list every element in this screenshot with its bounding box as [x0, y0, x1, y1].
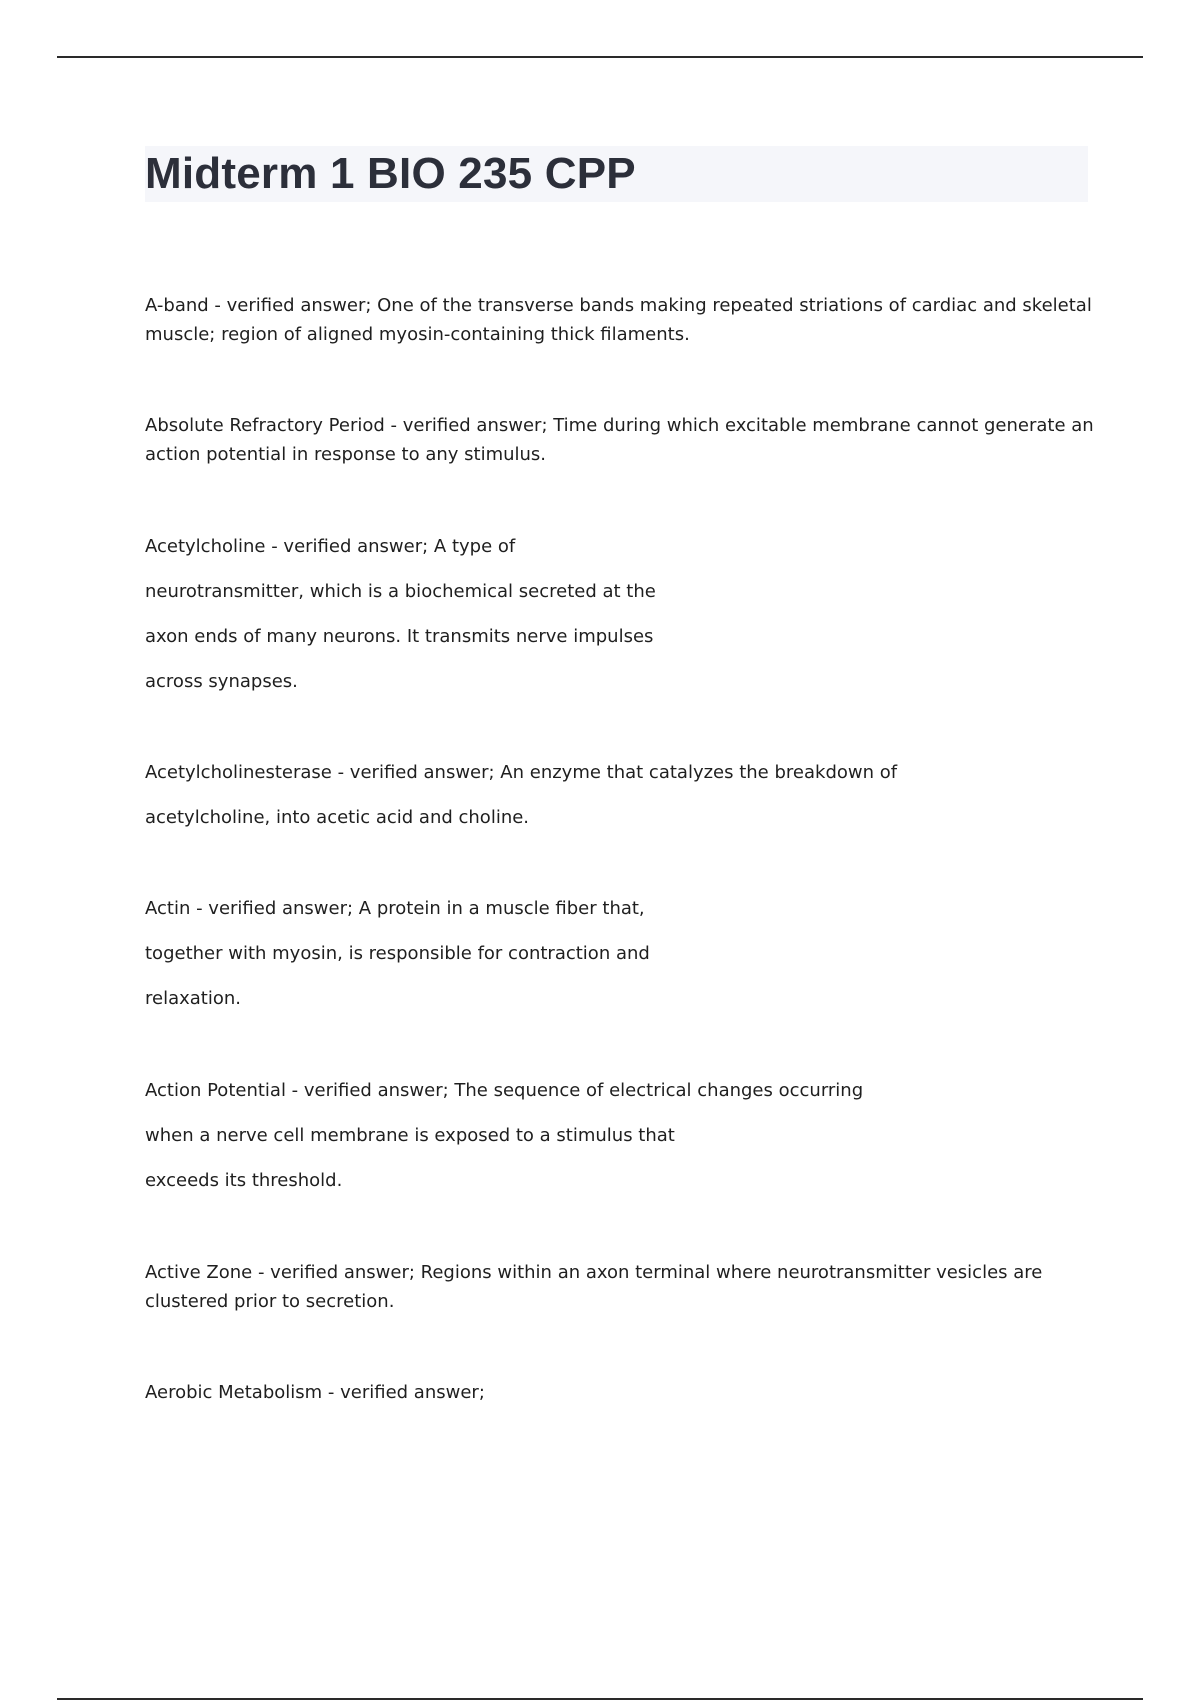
entry-line: A-band - verified answer; One of the transverse bands making repeated striations of cardiac and skeletal	[145, 295, 1092, 316]
flashcard-entry-active-zone	[145, 1258, 1090, 1316]
entry-line: Action Potential - verified answer; The sequence of electrical changes occurring	[145, 1080, 864, 1101]
flashcard-entry-aerobic-metabolism	[145, 1378, 1090, 1407]
entry-line: across synapses.	[145, 671, 298, 692]
entry-line: muscle; region of aligned myosin-containing thick filaments.	[145, 324, 690, 345]
entry-line: together with myosin, is responsible for contraction and	[145, 943, 650, 964]
entry-line: Acetylcholine - verified answer; A type of	[145, 536, 516, 557]
entry-line: clustered prior to secretion.	[145, 1291, 395, 1312]
flashcard-entry-action-potential	[145, 1068, 1090, 1203]
entry-line: acetylcholine, into acetic acid and choline.	[145, 807, 530, 828]
top-rule	[57, 56, 1143, 58]
entry-line: relaxation.	[145, 988, 241, 1009]
entry-line: when a nerve cell membrane is exposed to a stimulus that	[145, 1125, 675, 1146]
entry-line: action potential in response to any stimulus.	[145, 444, 547, 465]
entry-line: neurotransmitter, which is a biochemical secreted at the	[145, 581, 656, 602]
entry-line: Acetylcholinesterase - verified answer; An enzyme that catalyzes the breakdown of	[145, 762, 898, 783]
flashcard-entry-absolute-refractory-period	[145, 411, 1094, 469]
entry-line: Aerobic Metabolism - verified answer;	[145, 1382, 485, 1403]
entry-line: Active Zone - verified answer; Regions within an axon terminal where neurotransmitter vesicles are	[145, 1262, 1043, 1283]
flashcard-entry-acetylcholinesterase	[145, 750, 1090, 840]
entry-line: Absolute Refractory Period - verified answer; Time during which excitable membrane cannot generate an	[145, 415, 1094, 436]
flashcard-entry-a-band	[145, 291, 1090, 349]
flashcard-entry-actin	[145, 886, 1090, 1021]
flashcard-entry-acetylcholine	[145, 524, 1090, 704]
entry-line: axon ends of many neurons. It transmits nerve impulses	[145, 626, 654, 647]
entry-line: Actin - verified answer; A protein in a muscle fiber that,	[145, 898, 645, 919]
document-title: Midterm 1 BIO 235 CPP	[145, 149, 636, 198]
entry-line: exceeds its threshold.	[145, 1170, 343, 1191]
